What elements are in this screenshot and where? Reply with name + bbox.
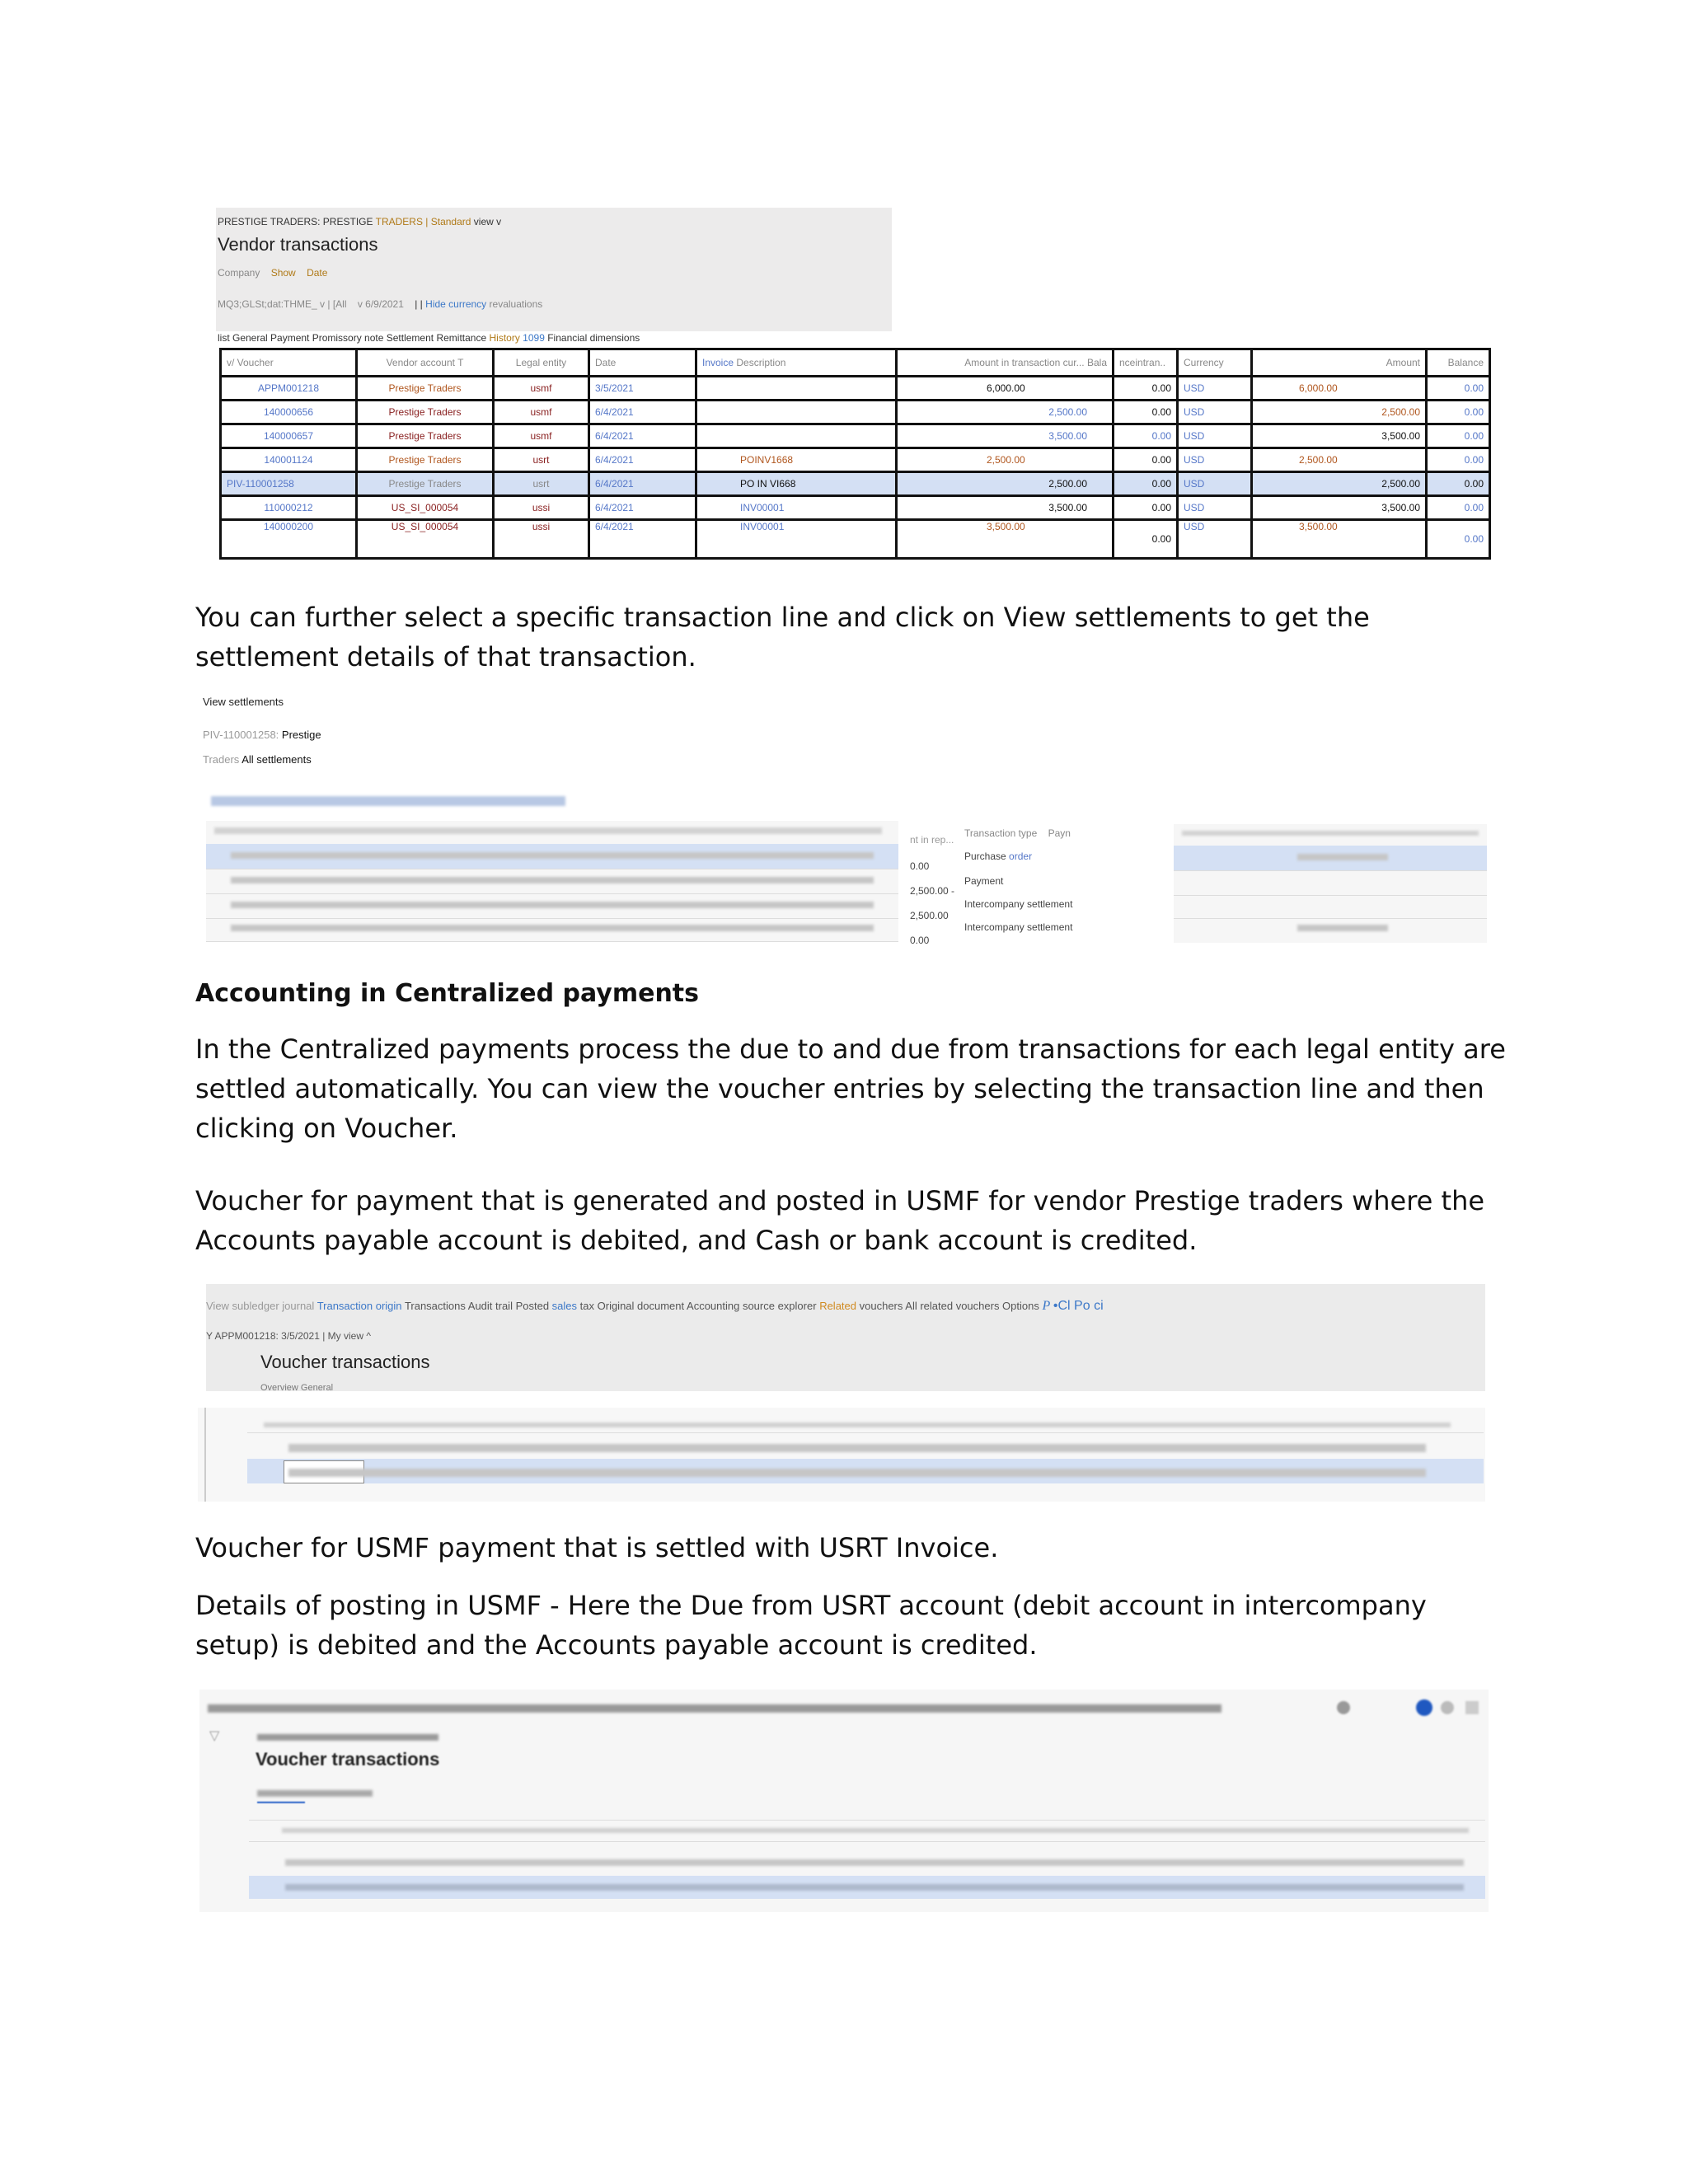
action-pane-blur[interactable] bbox=[208, 1704, 1221, 1713]
table-row-selected[interactable]: PIV-110001258 Prestige Traders usrt 6/4/2021 PO IN VI668 2,500.00 0.00 USD 2,500.00 0.00 bbox=[221, 472, 1490, 496]
col-voucher[interactable]: v/ Voucher bbox=[221, 349, 357, 377]
txn-type: Intercompany settlement bbox=[964, 921, 1073, 933]
action-pane[interactable]: View subledger journal Transaction origin Transactions Audit trail Posted sales tax Original document Accounting source explorer Related vouchers All related vouchers Options P •Cl Po ci bbox=[206, 1299, 1104, 1313]
show-link[interactable]: Show bbox=[270, 267, 296, 279]
divider bbox=[247, 1432, 1484, 1433]
col-date[interactable]: Date bbox=[589, 349, 696, 377]
row-blur bbox=[285, 1884, 1464, 1891]
row-blur bbox=[231, 852, 874, 859]
hide-currency-link[interactable]: Hide currency bbox=[425, 298, 487, 310]
table-row[interactable]: 110000212 US_SI_000054 ussi 6/4/2021 INV00001 3,500.00 0.00 USD 3,500.00 0.00 bbox=[221, 496, 1490, 520]
paragraph-voucher-payment: Voucher for payment that is generated and posted in USMF for vendor Prestige traders where the Accounts payable account is debited, and Cash or bank account is credited. bbox=[195, 1185, 1485, 1256]
col-amount[interactable]: Amount bbox=[1252, 349, 1427, 377]
divider bbox=[1174, 918, 1487, 919]
filter-labels: Company Show Date bbox=[218, 267, 328, 279]
voucher-grid bbox=[198, 1408, 1485, 1502]
section-heading: Accounting in Centralized payments bbox=[195, 979, 700, 1008]
tab-strip-blur[interactable] bbox=[257, 1790, 373, 1797]
row-blur bbox=[231, 902, 874, 908]
paragraph-centralized: In the Centralized payments process the due to and due from transactions for each legal entity are settled automatically. You can view the voucher entries by selecting the transaction line and then clicking on Voucher. bbox=[195, 1033, 1506, 1144]
col-amount-transaction[interactable]: Amount in transaction cur... Bala bbox=[897, 349, 1114, 377]
amount-value: 2,500.00 bbox=[910, 910, 949, 921]
amount-value: 2,500.00 - bbox=[910, 885, 955, 897]
voucher-transactions-header bbox=[206, 1284, 1485, 1391]
page-title: Vendor transactions bbox=[218, 234, 378, 255]
settlements-right-grid bbox=[1174, 824, 1487, 943]
row-blur bbox=[288, 1469, 1426, 1477]
paragraph-usmf-payment: Voucher for USMF payment that is settled with USRT Invoice. bbox=[195, 1532, 999, 1563]
breadcrumb-blur bbox=[257, 1734, 438, 1741]
vendor-transactions-table bbox=[219, 348, 1491, 560]
col-invoice-description[interactable]: Invoice Description bbox=[696, 349, 897, 377]
breadcrumb: PRESTIGE TRADERS: PRESTIGE TRADERS | Standard view v bbox=[218, 216, 502, 227]
settlements-subtitle-2: Traders All settlements bbox=[203, 753, 312, 766]
refresh-icon[interactable] bbox=[1441, 1701, 1454, 1714]
tab-strip[interactable]: Overview General bbox=[260, 1383, 334, 1393]
paragraph-view-settlements: You can further select a specific transaction line and click on View settlements to get the settlement details of that transaction. bbox=[195, 602, 1370, 673]
row-blur bbox=[288, 1444, 1426, 1452]
table-row[interactable]: 140000200 US_SI_000054 ussi 6/4/2021 INV00001 3,500.00 0.00 USD 3,500.00 0.00 bbox=[221, 520, 1490, 559]
paragraph-posting-details: Details of posting in USMF - Here the Due from USRT account (debit account in intercompany setup) is debited and the Accounts payable account is credited. bbox=[195, 1590, 1427, 1661]
divider bbox=[249, 1820, 1485, 1821]
table-row[interactable]: 140001124 Prestige Traders usrt 6/4/2021 POINV1668 2,500.00 0.00 USD 2,500.00 0.00 bbox=[221, 448, 1490, 472]
divider bbox=[1174, 870, 1487, 871]
grid-header-blur bbox=[264, 1422, 1451, 1427]
tab-strip[interactable]: list General Payment Promissory note Settlement Remittance History 1099 Financial dimensions bbox=[218, 332, 640, 344]
maximize-icon[interactable] bbox=[1465, 1701, 1479, 1714]
page-title: Voucher transactions bbox=[260, 1352, 430, 1372]
txn-type: Payment bbox=[964, 875, 1004, 887]
cell-blur bbox=[1297, 925, 1388, 931]
date-link[interactable]: Date bbox=[307, 267, 328, 279]
voucher-transactions-screenshot-2 bbox=[199, 1690, 1489, 1912]
header-blur bbox=[1182, 831, 1479, 836]
grid-edge bbox=[204, 1408, 206, 1502]
grid-header-blur bbox=[214, 827, 882, 834]
grid-header-blur bbox=[282, 1828, 1469, 1833]
settlements-action-bar[interactable] bbox=[211, 796, 565, 806]
txn-type-header: Transaction type Payn bbox=[964, 827, 1071, 839]
row-blur bbox=[231, 925, 874, 931]
settings-icon[interactable] bbox=[1337, 1701, 1350, 1714]
page-title: Voucher transactions bbox=[256, 1749, 440, 1769]
vendor-transactions-header bbox=[216, 208, 892, 331]
amount-value: 0.00 bbox=[910, 935, 930, 946]
breadcrumb: Y APPM001218: 3/5/2021 | My view ^ bbox=[206, 1330, 371, 1342]
row-blur bbox=[231, 877, 874, 883]
filter-row: MQ3;GLSt;dat:THME_ v | [All v 6/9/2021 | | Hide currency revaluations bbox=[218, 298, 543, 310]
search-icon: P bbox=[1042, 1299, 1051, 1313]
cell-blur bbox=[1297, 854, 1388, 860]
col-currency[interactable]: Currency bbox=[1178, 349, 1252, 377]
col-balance-transaction[interactable]: nceintran.. bbox=[1114, 349, 1178, 377]
table-header-row bbox=[221, 349, 1490, 377]
settlements-title: View settlements bbox=[203, 696, 284, 708]
table-row[interactable]: APPM001218 Prestige Traders usmf 3/5/2021 6,000.00 0.00 USD 6,000.00 0.00 bbox=[221, 377, 1490, 401]
notification-icon[interactable] bbox=[1416, 1699, 1432, 1716]
col-vendor-account[interactable]: Vendor account T bbox=[357, 349, 494, 377]
divider bbox=[1174, 895, 1487, 896]
table-row[interactable]: 140000657 Prestige Traders usmf 6/4/2021 3,500.00 0.00 USD 3,500.00 0.00 bbox=[221, 424, 1490, 448]
table-row[interactable]: 140000656 Prestige Traders usmf 6/4/2021 2,500.00 0.00 USD 2,500.00 0.00 bbox=[221, 401, 1490, 424]
col-legal-entity[interactable]: Legal entity bbox=[494, 349, 589, 377]
settlements-subtitle: PIV-110001258: Prestige bbox=[203, 729, 321, 741]
row-blur bbox=[285, 1859, 1464, 1866]
amount-value: 0.00 bbox=[910, 860, 930, 872]
txn-type: Intercompany settlement bbox=[964, 898, 1073, 910]
settlements-grid bbox=[206, 821, 898, 941]
active-tab-underline bbox=[257, 1802, 305, 1803]
col-balance[interactable]: Balance bbox=[1427, 349, 1490, 377]
filter-icon[interactable]: ▽ bbox=[209, 1729, 220, 1743]
txn-type-purchase-order: Purchase order bbox=[964, 851, 1033, 862]
divider bbox=[249, 1841, 1485, 1842]
amount-col-header: nt in rep... bbox=[910, 834, 954, 846]
